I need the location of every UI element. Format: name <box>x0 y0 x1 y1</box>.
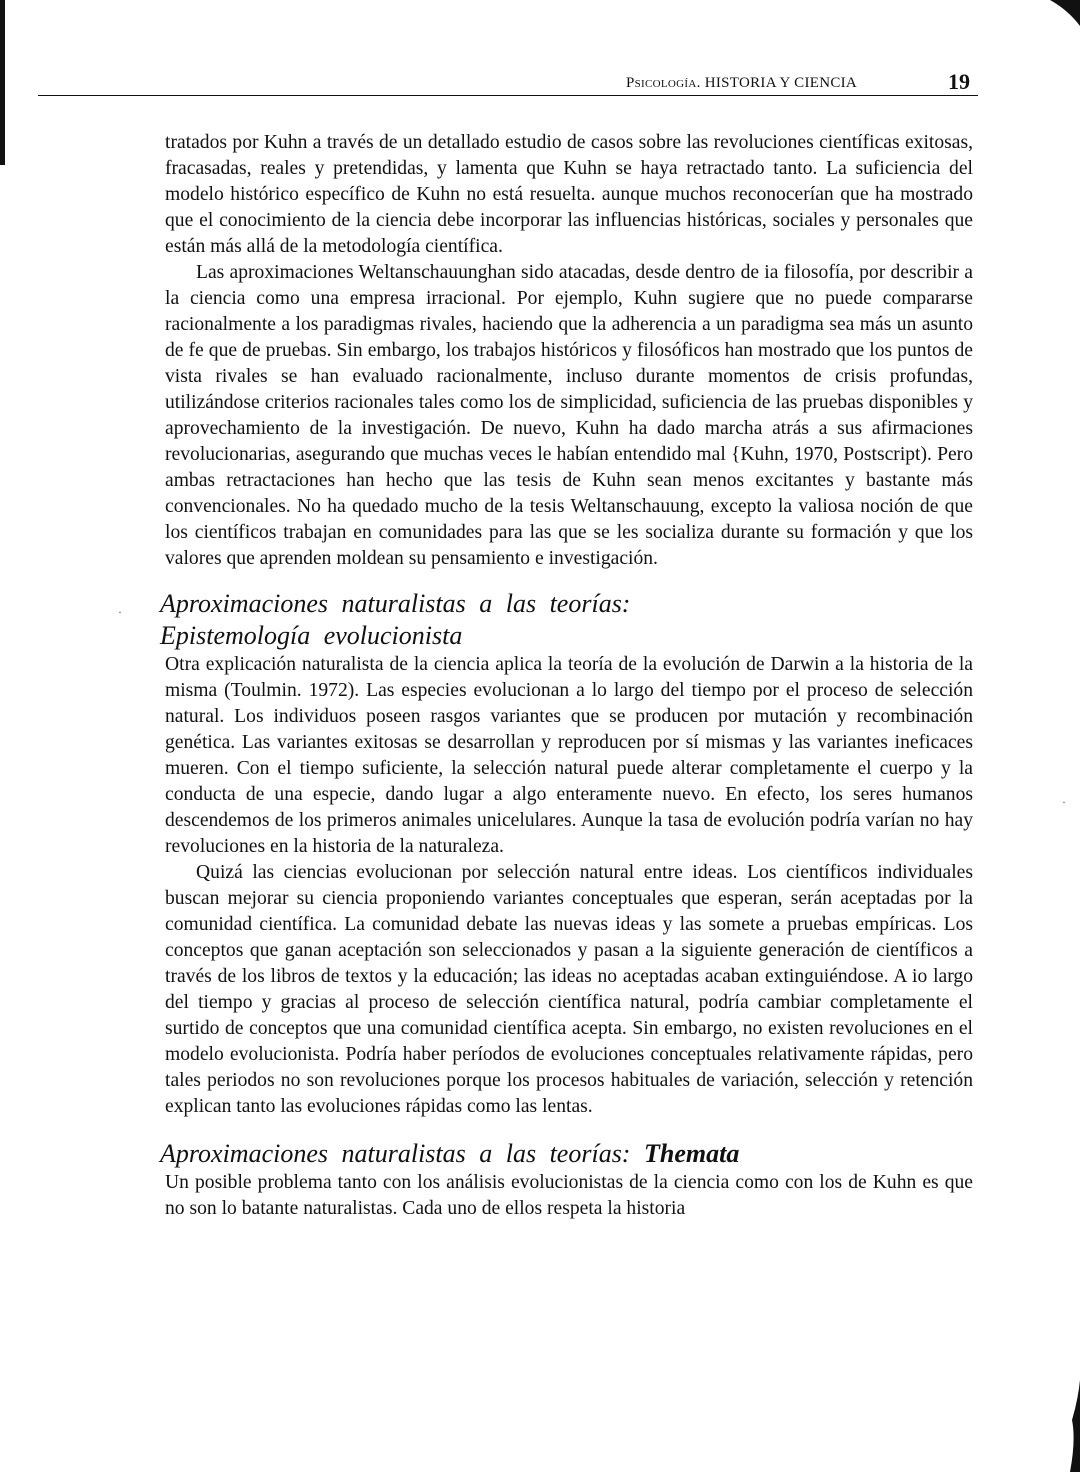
section-heading-line: Aproximaciones naturalistas a las teorías: <box>160 589 631 618</box>
page-number: 19 <box>948 69 970 94</box>
paragraph: Quizá las ciencias evolucionan por selección natural entre ideas. Los científicos individuales buscan mejorar su ciencia proponiendo variantes conceptuales que esperan, serán aceptadas por la comunidad científica. La comunidad debate las nuevas ideas y las somete a pruebas empíricas. Los conceptos que ganan aceptación son seleccionados y pasan a la siguiente generación de científicos a través de los libros de textos y la educación; las ideas no aceptadas acaban extinguiéndose. A io largo del tiempo y gracias al proceso de selección científica natural, podría cambiar completamente el surtido de conceptos que una comunidad científica acepta. Sin embargo, no existen revoluciones en el modelo evolucionista. Podría haber períodos de evoluciones conceptuales relativamente rápidas, pero tales periodos no son revoluciones porque los procesos habituales de variación, selección y retención explican tanto las evoluciones rápidas como las lentas. <box>165 862 973 1117</box>
scan-corner-mark <box>1010 0 1080 28</box>
scan-edge-right <box>1066 1380 1080 1472</box>
section-heading-line: Epistemología evolucionista <box>160 621 463 650</box>
body-text <box>160 130 973 1222</box>
paragraph: Un posible problema tanto con los análisis evolucionistas de la ciencia como con los de Kuhn es que no son lo batante naturalistas. Cada uno de ellos respeta la historia <box>165 1172 973 1219</box>
section-heading <box>160 1138 973 1170</box>
paragraph: tratados por Kuhn a través de un detallado estudio de casos sobre las revoluciones científicas exitosas, fracasadas, reales y pretendidas, y lamenta que Kuhn se haya retractado tanto. La suficiencia del modelo histórico específico de Kuhn no está resuelta. aunque muchos reconocerían que ha mostrado que el conocimiento de la ciencia debe incorporar las influencias históricas, sociales y personales que están más allá de la metodología científica. <box>165 132 973 257</box>
section-heading-text: Aproximaciones naturalistas a las teorías: <box>160 1139 644 1168</box>
section-heading <box>160 588 973 652</box>
running-head: Psicología. HISTORIA Y CIENCIA <box>626 75 858 91</box>
header-rule <box>38 95 978 96</box>
section-heading-term: Themata <box>643 1139 740 1168</box>
scan-edge-left <box>0 0 5 165</box>
paragraph: Las aproximaciones Weltanschauunghan sido atacadas, desde dentro de ia filosofía, por describir a la ciencia como una empresa irracional. Por ejemplo, Kuhn sugiere que no puede compararse racionalmente a los paradigmas rivales, haciendo que la adherencia a un paradigma sea más un asunto de fe que de pruebas. Sin embargo, los trabajos históricos y filosóficos han mostrado que los puntos de vista rivales se han evaluado racionalmente, incluso durante momentos de crisis profundas, utilizándose criterios racionales tales como los de simplicidad, suficiencia de las pruebas disponibles y aprovechamiento de la investigación. De nuevo, Kuhn ha dado marcha atrás a sus afirmaciones revolucionarias, asegurando que muchas veces le habían entendido mal {Kuhn, 1970, Postscript). Pero ambas retractaciones han hecho que las tesis de Kuhn sean menos excitantes y bastante más convencionales. No ha quedado mucho de la tesis Weltanschauung, excepto la valiosa noción de que los científicos trabajan en comunidades para las que se les socializa durante su formación y que los valores que aprenden moldean su pensamiento e investigación. <box>165 262 973 569</box>
paragraph: Otra explicación naturalista de la ciencia aplica la teoría de la evolución de Darwin a la historia de la misma (Toulmin. 1972). Las especies evolucionan a lo largo del tiempo por el proceso de selección natural. Los individuos poseen rasgos variantes que se producen por mutación y recombinación genética. Las variantes exitosas se desarrollan y reproducen por sí mismas y las variantes ineficaces mueren. Con el tiempo suficiente, la selección natural puede alterar completamente el cuerpo y la conducta de una especie, dando lugar a algo enteramente nuevo. En efecto, los seres humanos descendemos de los primeros animales unicelulares. Aunque la tasa de evolución podría varían no hay revoluciones en la historia de la naturaleza. <box>165 654 973 857</box>
page-header <box>38 70 978 96</box>
scan-speck: · <box>1062 795 1066 809</box>
scan-speck: · <box>118 605 122 619</box>
